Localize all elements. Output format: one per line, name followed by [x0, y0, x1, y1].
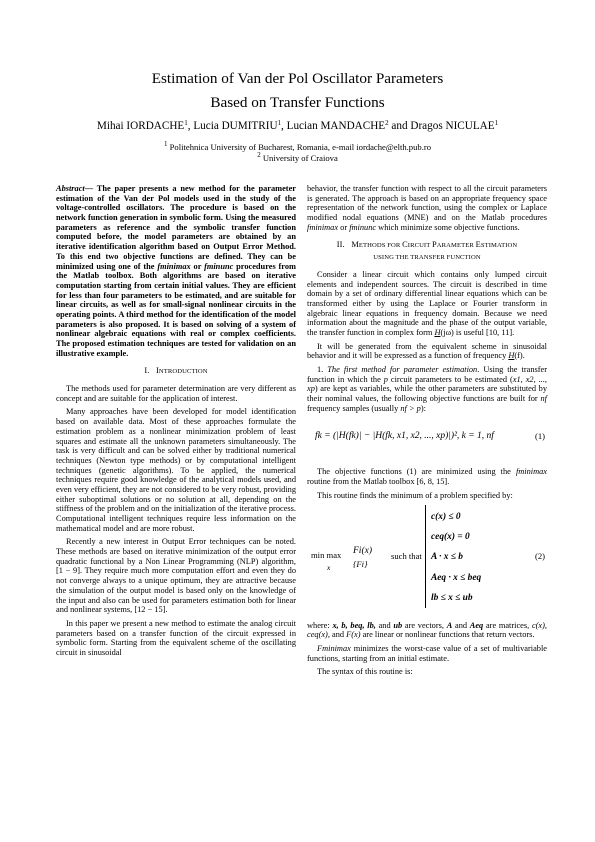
equation-2-set: {Fi} [353, 558, 368, 569]
para-text: The objective functions (1) are minimized using the [317, 467, 516, 477]
affiliation-mark: 2 [257, 151, 261, 159]
abstract-label: Abstract [56, 184, 85, 193]
para-text-end: is useful [10, 11]. [453, 327, 515, 337]
abstract-fminunc: fminunc [204, 261, 234, 271]
para-text-end: ): [420, 403, 426, 413]
equation-2-objective: Fi(x) [353, 545, 372, 556]
para-text-end: which minimize some objective functions. [376, 222, 520, 232]
affiliation-text: Politehnica University of Bucharest, Romania, e-mail iordache@elth.pub.ro [169, 142, 431, 152]
intro-paragraph-4: In this paper we present a new method to estimate the analog circuit parameters based on a transfer function of the circuit expressed in symbolic form. Starting from the equivalent scheme of the oscillating circuit in sinusoidal [56, 618, 296, 657]
para-fminunc: fminunc [349, 222, 377, 232]
transfer-function-symbol: H [508, 351, 515, 361]
paper-title-line1: Estimation of Van der Pol Oscillator Parameters [151, 70, 444, 87]
para-text-end: routine from the Matlab toolbox [6, 8, 15]. [307, 477, 450, 487]
matrix-Aeq: Aeq [469, 620, 484, 630]
para-text: , [544, 620, 547, 630]
para-arg: (f) [514, 351, 523, 361]
equation-number: (1) [534, 431, 545, 442]
author-name: Lucia DUMITRIU [193, 120, 278, 132]
section-heading-methods-line2 [307, 252, 547, 263]
author-list [0, 119, 595, 132]
abstract-text-end: procedures from the Matlab toolbox. Both algorithms are based on iterative computation starting from certain initial values. They are efficient for less than four parameters to be estimated, and are suitable for linear circuits, as well as for small-signal nonlinear circuits in the operating points. A third method for the identification of the model parameters is also proposed. It is based on solving of a system of nonlinear algebraic equations with real or complex coefficients. The proposed estimation techniques are tested for validation on an illustrative example. [56, 261, 296, 358]
equation-2-constraints [431, 507, 481, 609]
equation-2-minmax: min max [311, 549, 342, 560]
para-fminimax: fminimax [307, 222, 339, 232]
section-heading-rest: NTRODUCTION [158, 368, 208, 376]
para-text: . Using the transfer function in which the [307, 365, 548, 384]
heading-cap: E [475, 240, 481, 250]
abstract-or: or [190, 261, 205, 271]
para-text: are matrices, [483, 620, 532, 630]
vector-ub: ub [393, 620, 403, 630]
heading-cap: P [432, 240, 437, 250]
vector-list: x, b, beq, lb, [332, 620, 376, 630]
heading-rest: USING THE TRANSFER FUNCTION [373, 254, 481, 262]
param-list: x1, x2, ..., xp [307, 374, 547, 394]
right-paragraph-5: This routine finds the minimum of a problem specified by: [317, 490, 513, 500]
abstract [56, 184, 296, 358]
affiliation-2 [0, 151, 595, 163]
author-name: Mihai IORDACHE [96, 120, 185, 132]
para-text-end: . [522, 351, 525, 361]
para-arg: (jω) [440, 327, 454, 337]
para-fminimax: fminimax [515, 467, 547, 477]
author-name: Dragos NICULAE [410, 120, 495, 132]
equation-2-brace [425, 505, 429, 608]
para-num: 1. [317, 365, 328, 374]
section-number: I. [144, 366, 150, 376]
para-text: ) are kept as variables, while the other parameters are substituted by their nominal values, the following objective functions are built for [307, 384, 547, 404]
right-paragraph-3 [307, 365, 547, 413]
author-affiliation-mark: 1 [277, 119, 282, 127]
right-paragraph-2 [307, 342, 547, 361]
section-heading-introduction [56, 366, 296, 377]
para-text: frequency samples (usually [307, 403, 401, 413]
para-text: , and [327, 630, 347, 640]
intro-paragraph-2: Many approaches have been developed for model identification based on available data. Most of these approaches formulate the estimation problem as a nonlinear minimization problem of least squares and estimate all the unknown parameters simultaneously. The task is very difficult and can be solved either by traditional numerical techniques (Newton type methods) or by computational intelligent techniques (genetic algorithms). To be applied, the numerical techniques require good knowledge of the analytical models used, and even very efficient, they are not considered to be very robust, providing either suboptimal solutions or no solution at all, depending on the stiffness of the problem and on the initialization of the iterative process. Computational intelligent techniques require less information on the mathematical model and are more robust. [56, 407, 296, 533]
para-text: are vectors, [402, 620, 447, 630]
author-affiliation-mark: 1 [494, 119, 499, 127]
condition: nf > p [400, 403, 421, 413]
func-ceq: ceq(x) [307, 630, 328, 640]
para-text: and [375, 620, 394, 630]
paper-title-line2: Based on Transfer Functions [210, 94, 385, 111]
para-fminimax: Fminimax [317, 643, 351, 653]
right-paragraph-1 [307, 270, 547, 338]
right-paragraph-8: The syntax of this routine is: [317, 667, 413, 677]
abstract-text: The paper presents a new method for the parameter estimation of the Van der Pol models used in the study of the voltage-controlled oscillators. The procedure is based on the network function generation in symbolic form. Using the measured parameters as reference and the symbolic transfer function computed before, the model parameters are obtained by an iterative identification algorithm based on Output Error Method. To this end two objective functions are defined. They can be minimized using one of the [56, 184, 296, 271]
equation-number: (2) [534, 550, 545, 561]
equation-1 [307, 419, 547, 463]
var-nf: nf [540, 394, 547, 404]
heading-rest: ARAMETER [436, 242, 476, 250]
para-text: circuit parameters to be estimated ( [387, 374, 513, 384]
section-heading-methods [307, 240, 547, 251]
para-text: behavior, the transfer function with respect to all the circuit parameters is generated. The approach is based on an appropriate frequency space representation of the network function, using the complex or Laplace modified nodal equations (MNE) and on the Matlab procedures [307, 184, 547, 223]
abstract-dash: — [84, 184, 97, 193]
author-separator: , [281, 120, 287, 132]
right-paragraph-4 [307, 467, 547, 486]
para-text: Consider a linear circuit which contains only lumped circuit elements and independent sources. The circuit is described in time domain by a set of ordinary differential linear equations which can be transformed either by using the Laplace or Fourier transform in algebraic linear equations in frequency domain. Because we need information about the magnitude and the phase of the output variable, the transfer function in complex form [307, 269, 547, 337]
author-affiliation-mark: 1 [184, 119, 188, 127]
author-separator: and [388, 120, 411, 132]
left-column [56, 184, 296, 658]
right-paragraph-0 [307, 184, 547, 232]
heading-rest: ETHODS FOR [358, 242, 403, 250]
func-F: F(x) [346, 630, 361, 640]
author-name: Lucian MANDACHE [286, 120, 386, 132]
transfer-function-symbol: H [434, 327, 441, 337]
method-title: The first method for parameter estimation [327, 365, 478, 374]
para-text-end: minimizes the worst-case value of a set of multivariable functions, starting from an initial estimate. [307, 643, 547, 663]
right-column [307, 184, 547, 677]
equation-1-body: fk = (|H(fk)| − |H(fk, x1, x2, ..., xp)|)², k = 1, nf [315, 431, 494, 442]
para-text: It will be generated from the equivalent scheme in sinusoidal behavior and it will be expressed as a function of frequency [307, 341, 547, 361]
affiliation-text: University of Craiova [262, 153, 338, 163]
equation-2 [307, 503, 547, 615]
heading-cap: C [402, 240, 408, 250]
func-c: c(x) [531, 620, 545, 630]
intro-paragraph-3: Recently a new interest in Output Error techniques can be noted. These methods are based on iterative minimization of the output error quadratic functional by a Non Linear Programming (NLP) algorithm, [1 − 9]. They require much more computation effort and even they do not converge always to a unique optimum, they are attractive because the simulation of the output model is based only on the knowledge of the input and also can be used for parameters estimation both for linear and nonlinear systems, [12 − 15]. [56, 537, 296, 615]
section-heading-cap: I [156, 366, 159, 376]
heading-rest: IRCUIT [407, 242, 432, 250]
intro-paragraph-1: The methods used for parameter determination are very different as concept and are suitable for the application of interest. [56, 384, 296, 403]
matrix-A: A [446, 620, 453, 630]
section-number: II. [336, 240, 345, 250]
constraint: A · x ≤ b [431, 552, 463, 563]
constraint: c(x) ≤ 0 [431, 511, 461, 522]
var-p: p [383, 374, 388, 384]
heading-rest: STIMATION [480, 242, 518, 250]
para-text: where: [307, 620, 333, 630]
equation-2-such-that: such that [391, 550, 422, 561]
para-text-end: are linear or nonlinear functions that return vectors. [360, 630, 535, 640]
abstract-fminimax: fminimax [157, 261, 191, 271]
author-affiliation-mark: 2 [385, 119, 389, 127]
heading-cap: M [351, 240, 359, 250]
constraint: lb ≤ x ≤ ub [431, 593, 473, 604]
constraint: Aeq · x ≤ beq [431, 572, 482, 583]
right-paragraph-7 [307, 644, 547, 663]
affiliation-mark: 1 [163, 140, 168, 148]
constraint: ceq(x) = 0 [431, 531, 470, 542]
right-paragraph-6 [307, 621, 547, 640]
equation-2-x: x [327, 562, 331, 572]
para-or: or [338, 222, 350, 232]
para-text: and [452, 620, 470, 630]
author-separator: , [187, 120, 194, 132]
